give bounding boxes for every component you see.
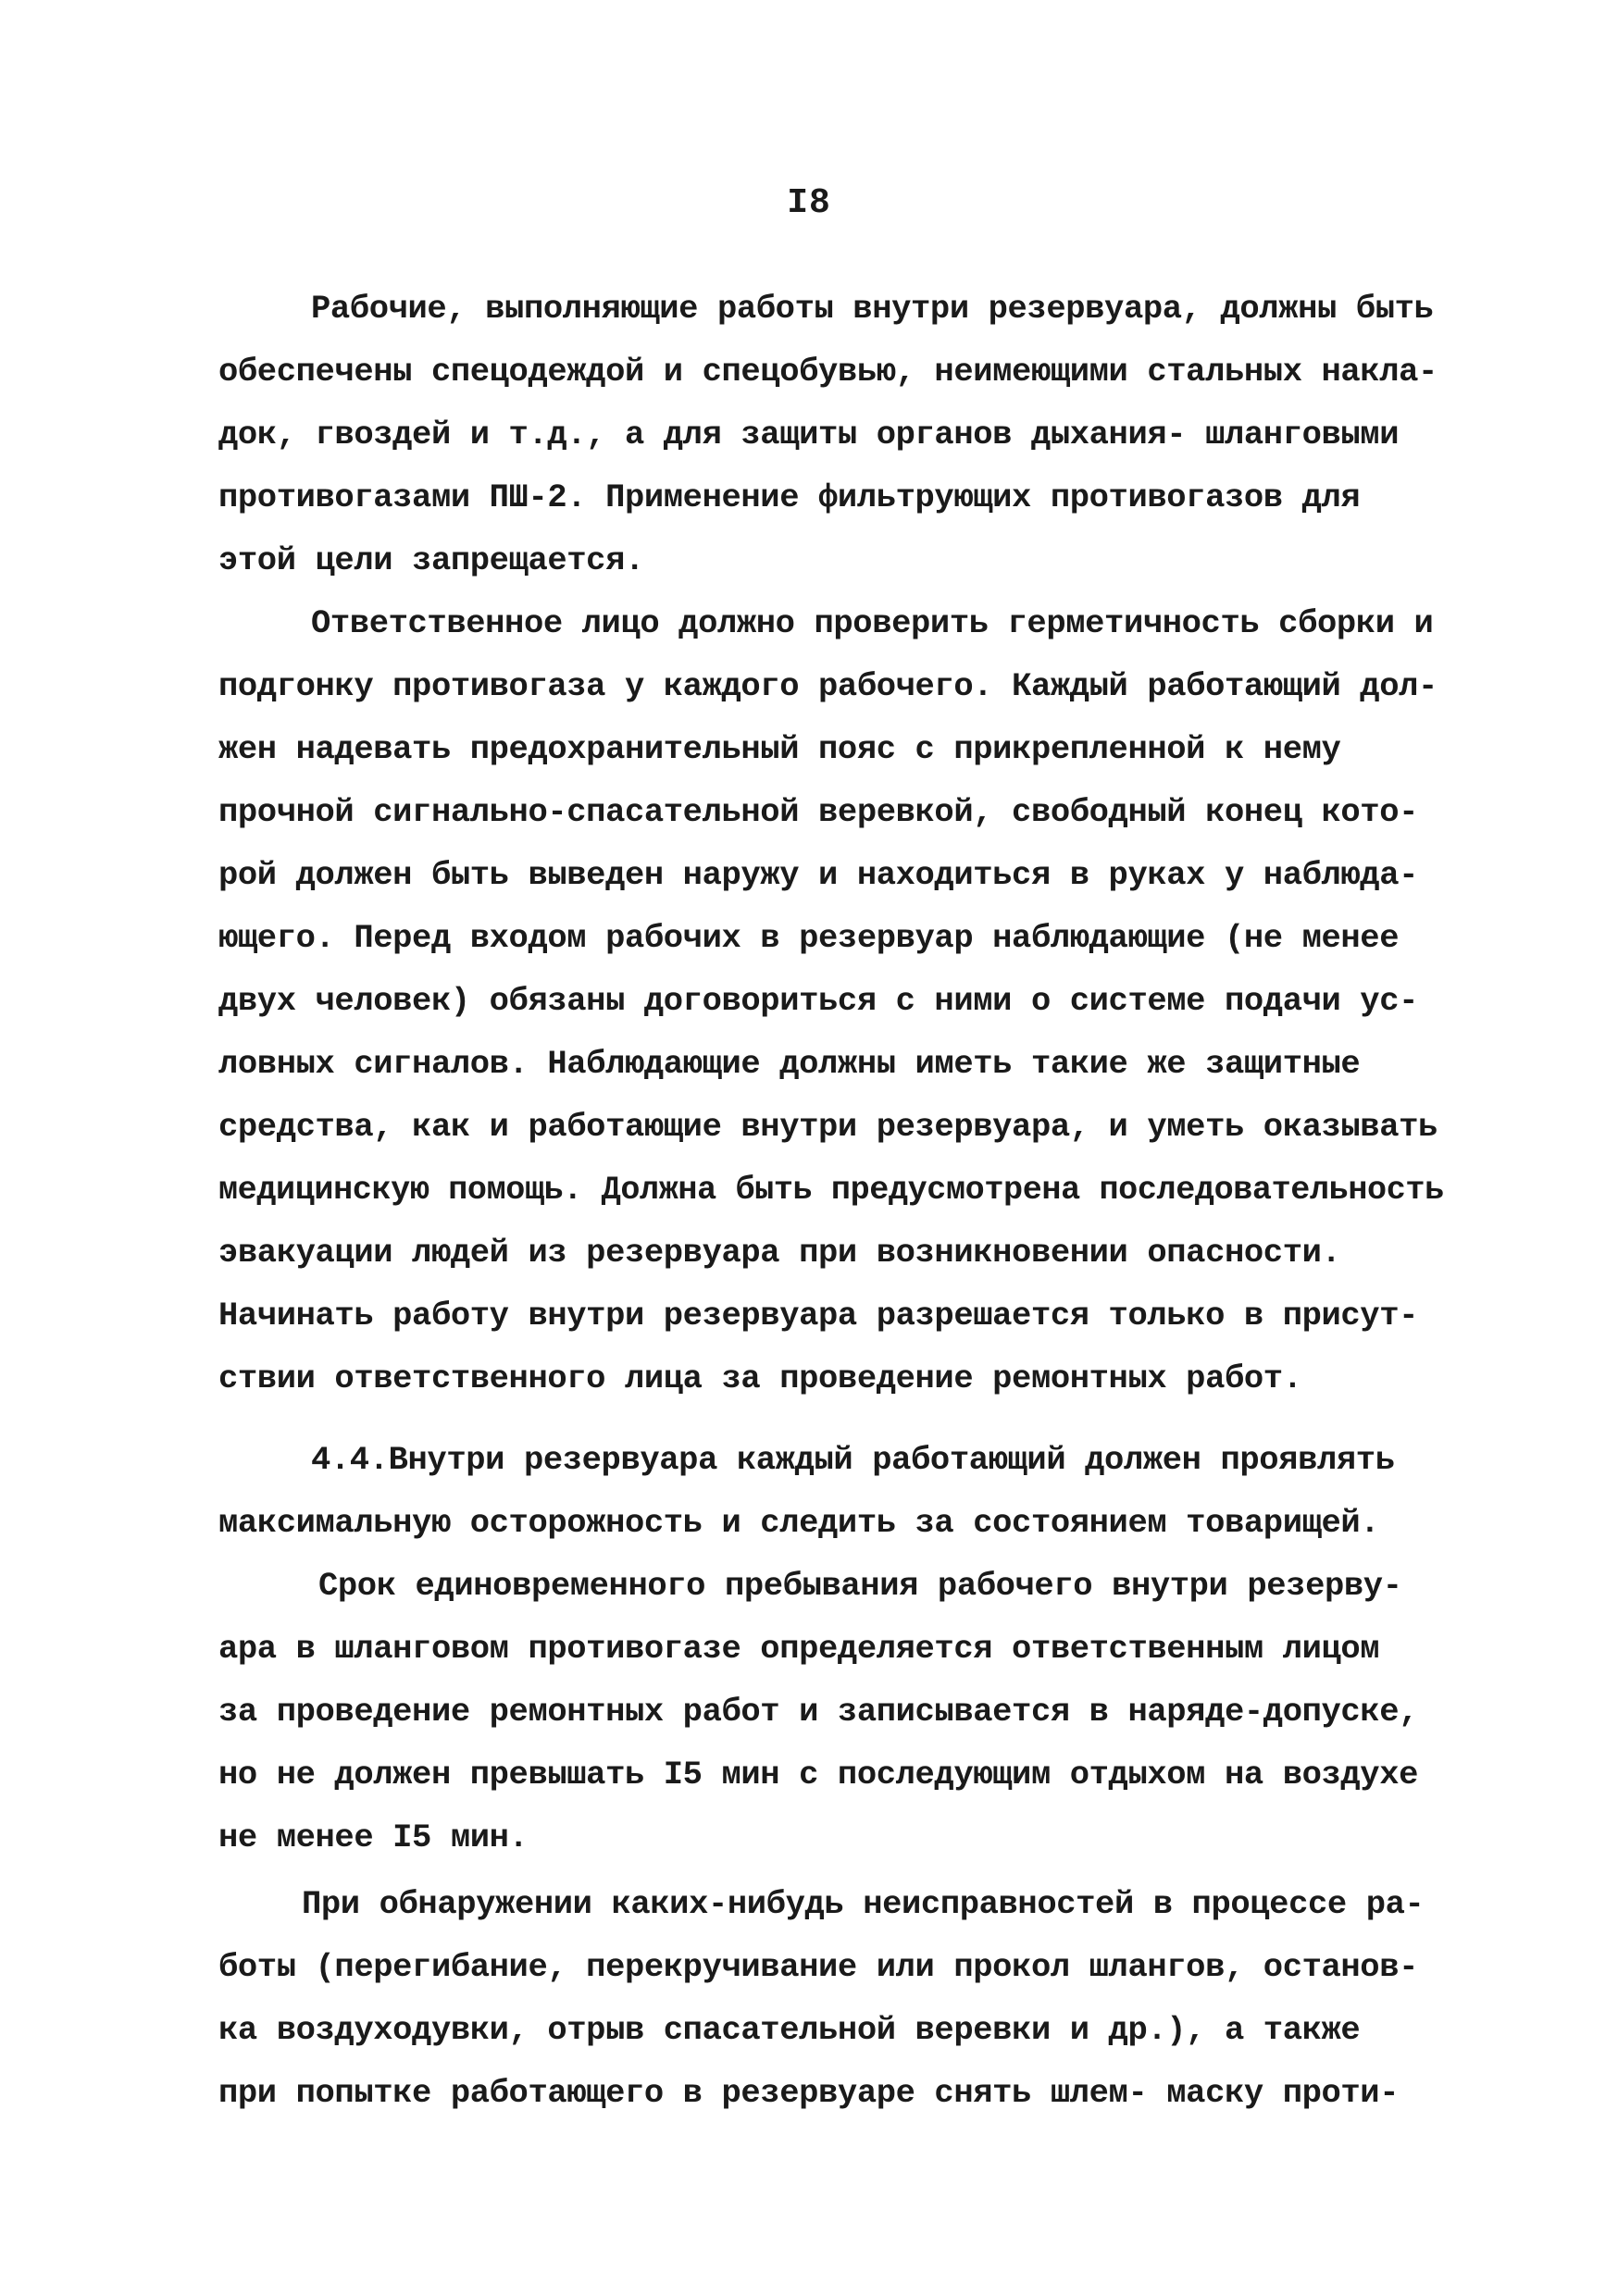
text-line-5: этой цели запрещается. xyxy=(218,541,644,579)
text-line-16: эвакуации людей из резервуара при возникновении опасности. xyxy=(218,1234,1341,1272)
text-line-3: док, гвоздей и т.д., а для защиты органов дыхания- шланговыми xyxy=(218,416,1400,453)
text-line-1: Рабочие, выполняющие работы внутри резервуара, должны быть xyxy=(311,290,1434,328)
text-line-9: прочной сигнально-спасательной веревкой, свободный конец кото- xyxy=(218,793,1419,831)
text-line-12: двух человек) обязаны договориться с ними о системе подачи ус- xyxy=(218,982,1419,1020)
text-line-21: Срок единовременного пребывания рабочего внутри резерву- xyxy=(318,1567,1402,1605)
text-line-19: 4.4.Внутри резервуара каждый работающий должен проявлять xyxy=(311,1441,1395,1479)
text-line-7: подгонку противогаза у каждого рабочего. Каждый работающий дол- xyxy=(218,667,1438,705)
text-line-10: рой должен быть выведен наружу и находиться в руках у наблюда- xyxy=(218,856,1419,894)
text-line-24: но не должен превышать I5 мин с последующим отдыхом на воздухе xyxy=(218,1756,1419,1793)
text-line-2: обеспечены спецодеждой и спецобувью, неимеющими стальных накла- xyxy=(218,353,1438,391)
page-number: I8 xyxy=(787,183,831,223)
text-line-15: медицинскую помощь. Должна быть предусмотрена последовательность xyxy=(218,1171,1444,1209)
text-line-27: боты (перегибание, перекручивание или прокол шлангов, останов- xyxy=(218,1948,1419,1986)
text-line-13: ловных сигналов. Наблюдающие должны иметь такие же защитные xyxy=(218,1045,1361,1083)
text-line-25: не менее I5 мин. xyxy=(218,1818,529,1856)
text-line-4: противогазами ПШ-2. Применение фильтрующих противогазов для xyxy=(218,478,1361,516)
text-line-11: ющего. Перед входом рабочих в резервуар наблюдающие (не менее xyxy=(218,919,1400,957)
text-line-23: за проведение ремонтных работ и записывается в наряде-допуске, xyxy=(218,1693,1419,1731)
text-line-17: Начинать работу внутри резервуара разрешается только в присут- xyxy=(218,1297,1419,1334)
text-line-29: при попытке работающего в резервуаре снять шлем- маску проти- xyxy=(218,2074,1400,2112)
text-line-14: средства, как и работающие внутри резервуара, и уметь оказывать xyxy=(218,1108,1438,1146)
text-line-22: ара в шланговом противогазе определяется ответственным лицом xyxy=(218,1630,1380,1668)
text-line-8: жен надевать предохранительный пояс с прикрепленной к нему xyxy=(218,730,1341,768)
text-line-28: ка воздуходувки, отрыв спасательной веревки и др.), а также xyxy=(218,2011,1361,2049)
text-line-20: максимальную осторожность и следить за состоянием товарищей. xyxy=(218,1504,1380,1542)
text-line-26: При обнаружении каких-нибудь неисправностей в процессе ра- xyxy=(302,1885,1425,1923)
text-line-18: ствии ответственного лица за проведение ремонтных работ. xyxy=(218,1359,1302,1397)
text-line-6: Ответственное лицо должно проверить герметичность сборки и xyxy=(311,604,1434,642)
